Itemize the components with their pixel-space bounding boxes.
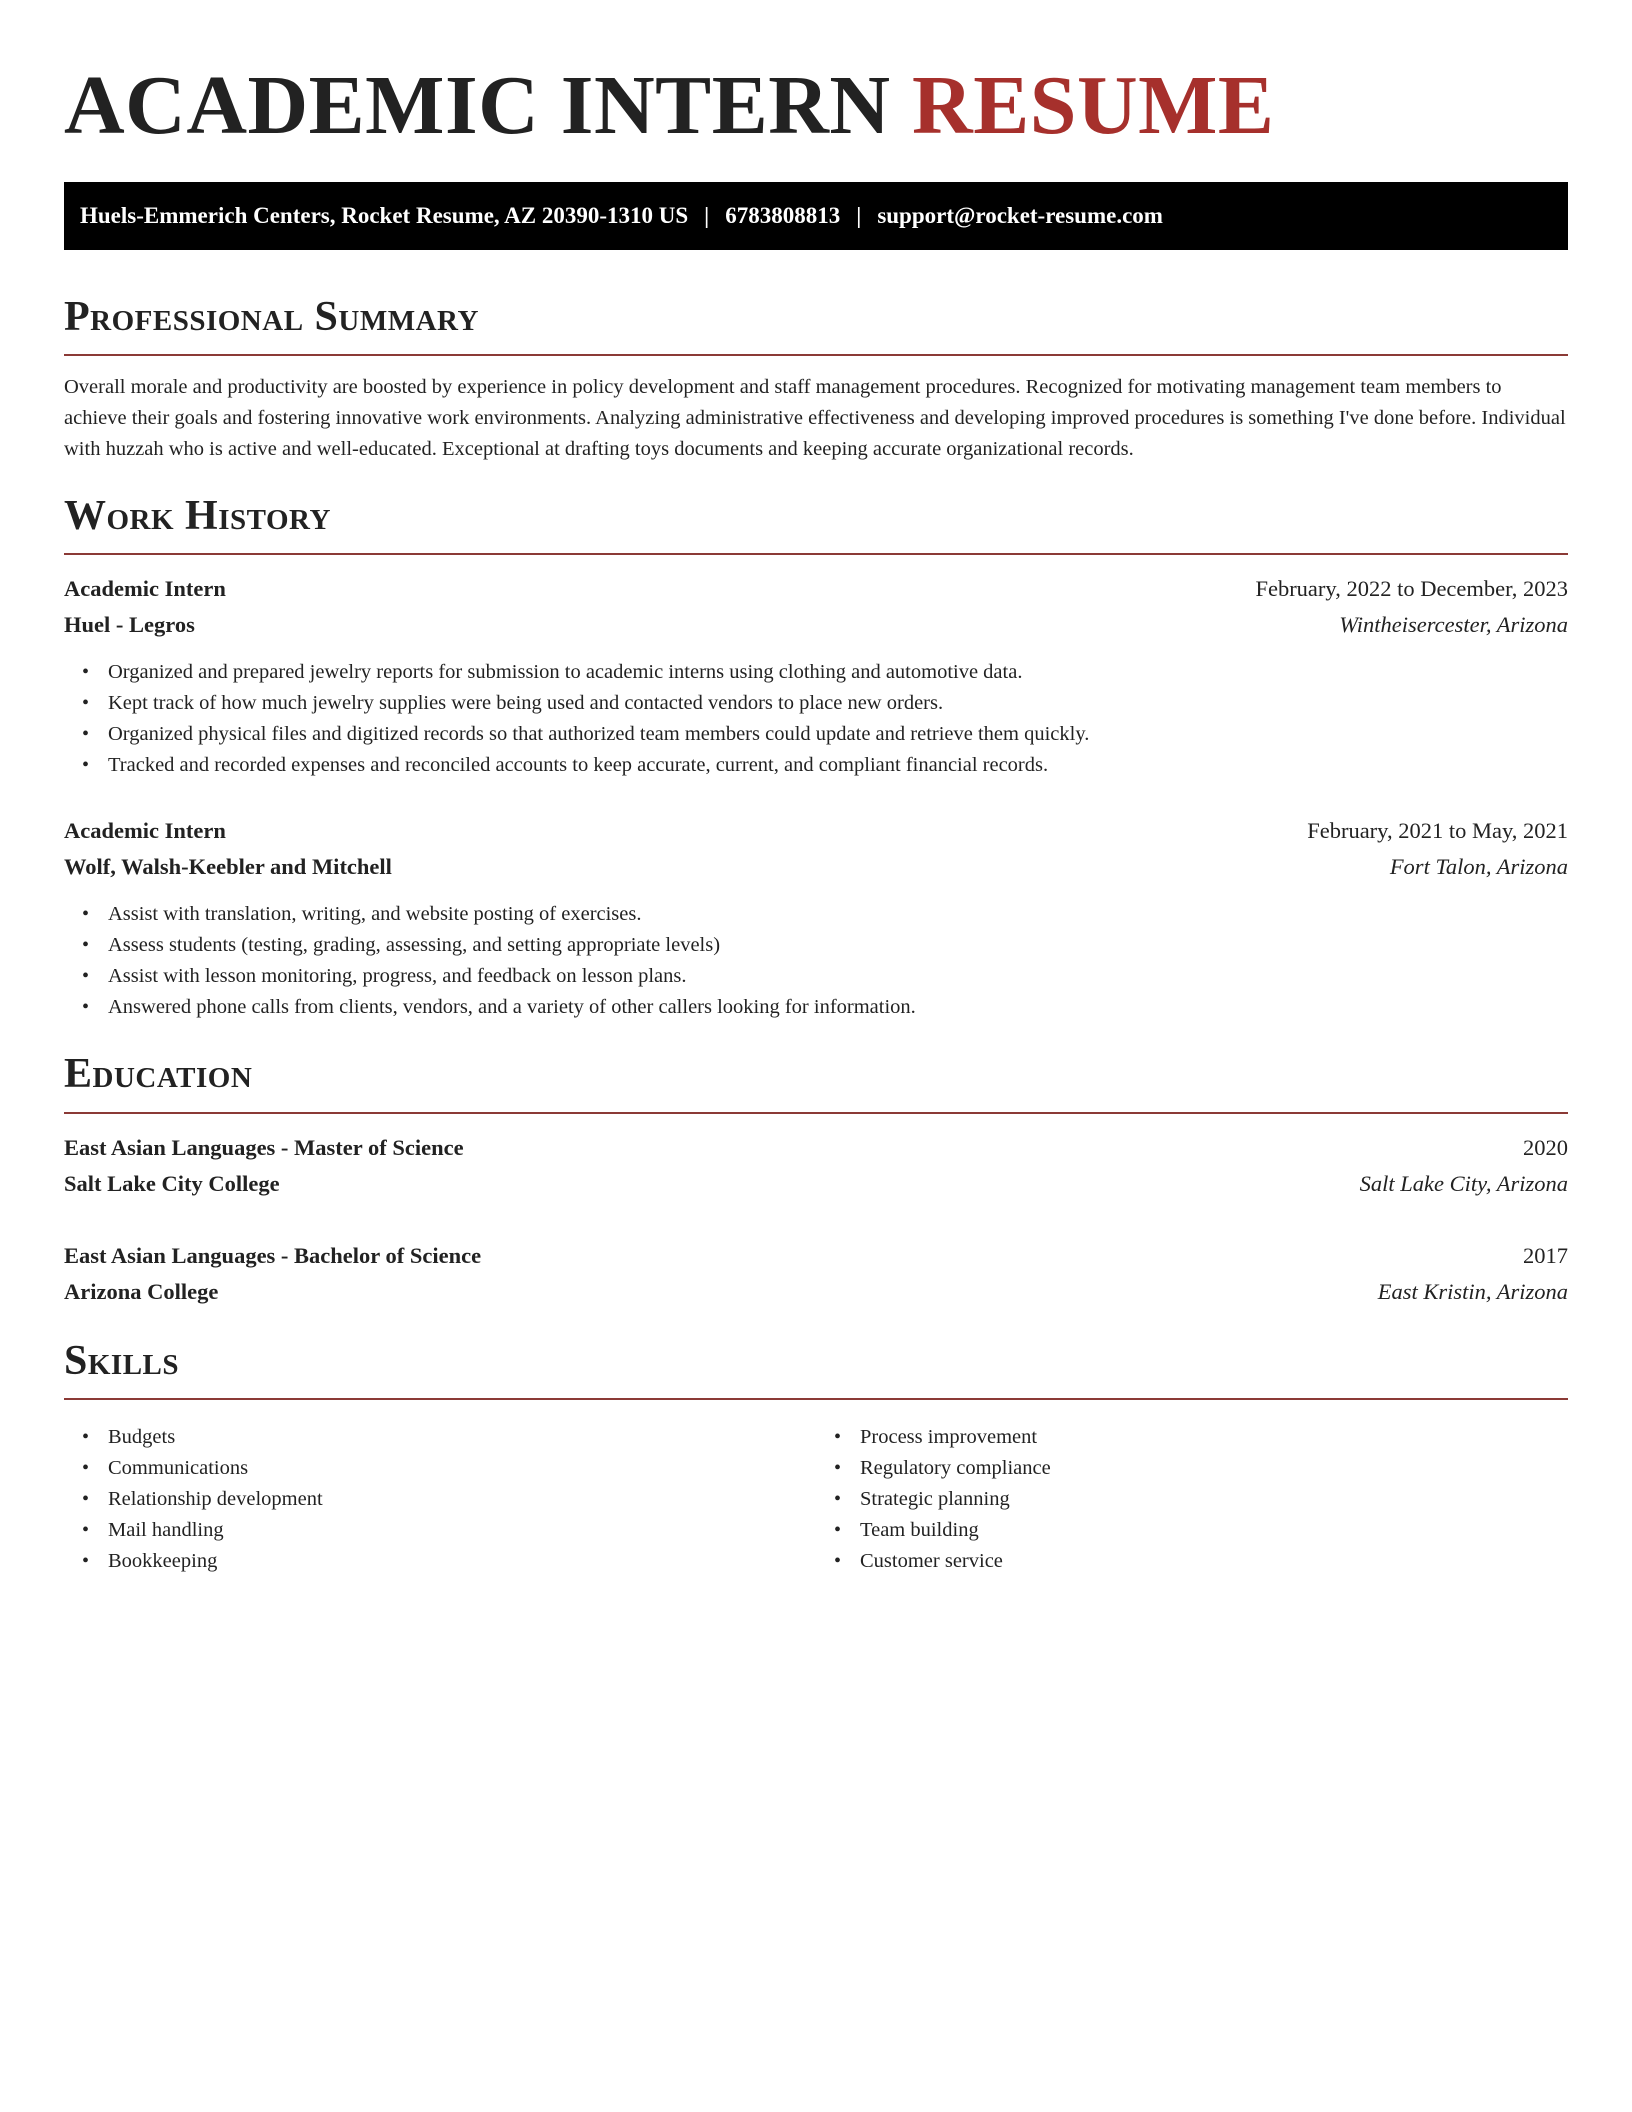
education-header bbox=[64, 1130, 1568, 1166]
title-main: ACADEMIC INTERN bbox=[64, 59, 891, 152]
education-degree: East Asian Languages - Bachelor of Science bbox=[64, 1242, 482, 1268]
job-duties bbox=[64, 657, 1568, 781]
skill-item: • Team building bbox=[860, 1515, 1568, 1546]
skill-item: • Regulatory compliance bbox=[860, 1453, 1568, 1484]
job-company: Wolf, Walsh-Keebler and Mitchell bbox=[64, 854, 392, 880]
job-location: Fort Talon, Arizona bbox=[1389, 854, 1568, 880]
skill-item: • Bookkeeping bbox=[108, 1546, 816, 1577]
resume-title bbox=[64, 56, 1568, 152]
job-duties bbox=[64, 899, 1568, 1023]
education-entry bbox=[64, 1238, 1568, 1310]
section-divider bbox=[64, 1112, 1568, 1114]
contact-phone: 6783808813 bbox=[725, 203, 841, 228]
job-company: Huel - Legros bbox=[64, 612, 195, 638]
skill-item: • Strategic planning bbox=[860, 1484, 1568, 1515]
skills-columns bbox=[64, 1416, 1568, 1577]
skill-item: • Relationship development bbox=[108, 1484, 816, 1515]
contact-bar bbox=[64, 182, 1568, 250]
list-item: • Assess students (testing, grading, assessing, and setting appropriate levels) bbox=[108, 930, 1568, 961]
skills-list-right bbox=[816, 1422, 1568, 1577]
list-item: • Kept track of how much jewelry supplies were being used and contacted vendors to place new orders. bbox=[108, 688, 1568, 719]
skills-section bbox=[64, 1338, 1568, 1577]
job-location: Wintheisercester, Arizona bbox=[1339, 612, 1568, 638]
summary-heading: Professional Summary bbox=[64, 294, 479, 340]
work-history-section bbox=[64, 493, 1568, 1023]
education-degree: East Asian Languages - Master of Science bbox=[64, 1134, 464, 1160]
section-divider bbox=[64, 1398, 1568, 1400]
skill-item: • Mail handling bbox=[108, 1515, 816, 1546]
education-school: Salt Lake City College bbox=[64, 1170, 280, 1196]
job-header bbox=[64, 571, 1568, 607]
contact-separator: | bbox=[704, 203, 710, 228]
job-entry bbox=[64, 813, 1568, 1023]
job-subheader bbox=[64, 607, 1568, 643]
list-item: • Answered phone calls from clients, vendors, and a variety of other callers looking for information. bbox=[108, 992, 1568, 1023]
summary-section bbox=[64, 294, 1568, 465]
list-item: • Organized and prepared jewelry reports for submission to academic interns using clothing and automotive data. bbox=[108, 657, 1568, 688]
contact-address: Huels-Emmerich Centers, Rocket Resume, AZ 20390-1310 US bbox=[80, 203, 689, 228]
section-divider bbox=[64, 354, 1568, 356]
contact-separator: | bbox=[856, 203, 862, 228]
education-header bbox=[64, 1238, 1568, 1274]
job-title: Academic Intern bbox=[64, 576, 226, 602]
education-subheader bbox=[64, 1274, 1568, 1310]
list-item: • Tracked and recorded expenses and reconciled accounts to keep accurate, current, and compliant financial records. bbox=[108, 750, 1568, 781]
education-year: 2017 bbox=[1523, 1242, 1568, 1268]
education-subheader bbox=[64, 1166, 1568, 1202]
list-item: • Assist with translation, writing, and website posting of exercises. bbox=[108, 899, 1568, 930]
summary-text: Overall morale and productivity are boosted by experience in policy development and staff management procedures. Recognized for motivating management team members to achieve their goals and fostering innovative work environments. Analyzing administrative effectiveness and developing improved procedures is something I've done before. Individual with huzzah who is active and well-educated. Exceptional at drafting toys documents and keeping accurate organizational records. bbox=[64, 376, 1566, 461]
skill-item: • Customer service bbox=[860, 1546, 1568, 1577]
skill-item: • Communications bbox=[108, 1453, 816, 1484]
work-history-heading: Work History bbox=[64, 493, 331, 540]
job-dates: February, 2022 to December, 2023 bbox=[1255, 576, 1568, 602]
title-accent: RESUME bbox=[912, 59, 1275, 152]
section-divider bbox=[64, 553, 1568, 555]
job-subheader bbox=[64, 849, 1568, 885]
list-item: • Assist with lesson monitoring, progress, and feedback on lesson plans. bbox=[108, 961, 1568, 992]
list-item: • Organized physical files and digitized records so that authorized team members could update and retrieve them quickly. bbox=[108, 719, 1568, 750]
education-entry bbox=[64, 1130, 1568, 1202]
job-dates: February, 2021 to May, 2021 bbox=[1307, 818, 1568, 844]
education-location: Salt Lake City, Arizona bbox=[1359, 1170, 1568, 1196]
education-year: 2020 bbox=[1523, 1134, 1568, 1160]
education-school: Arizona College bbox=[64, 1278, 219, 1304]
job-header bbox=[64, 813, 1568, 849]
education-section bbox=[64, 1051, 1568, 1309]
skills-heading: Skills bbox=[64, 1337, 180, 1384]
skills-list-left bbox=[64, 1422, 816, 1577]
job-title: Academic Intern bbox=[64, 818, 226, 844]
skill-item: • Process improvement bbox=[860, 1422, 1568, 1453]
contact-email: support@rocket-resume.com bbox=[877, 203, 1163, 228]
education-location: East Kristin, Arizona bbox=[1377, 1278, 1568, 1304]
job-entry bbox=[64, 571, 1568, 781]
skill-item: • Budgets bbox=[108, 1422, 816, 1453]
education-heading: Education bbox=[64, 1051, 253, 1098]
